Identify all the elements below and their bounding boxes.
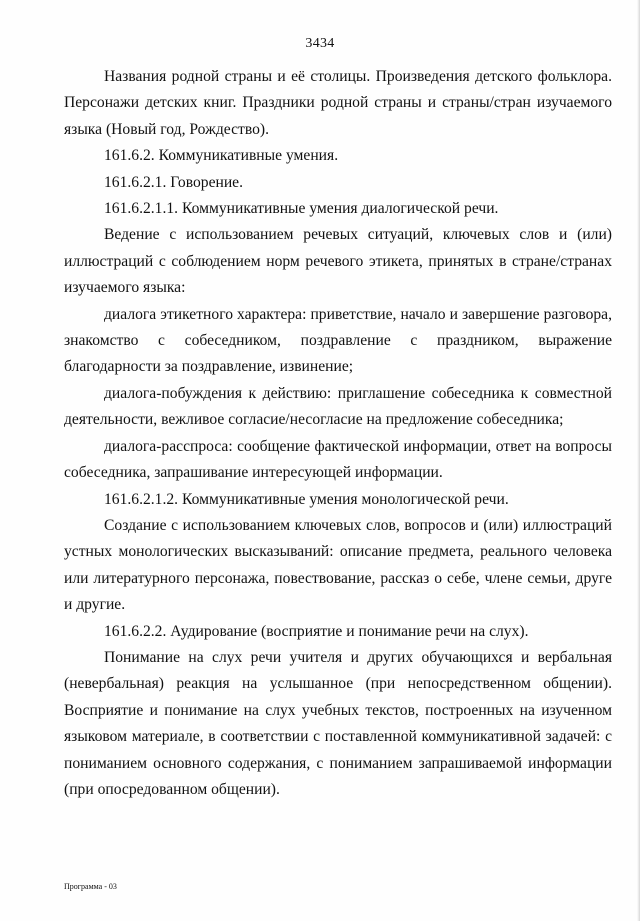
paragraph-incentive-dialog: диалога-побуждения к действию: приглашение собеседника к совместной деятельности, вежливое согласие/несогласие на предложение собеседника; (64, 384, 612, 429)
heading-speaking: 161.6.2.1. Говорение. (104, 173, 243, 191)
document-body (64, 64, 612, 803)
paragraph-inquiry-dialog: диалога-расспроса: сообщение фактической информации, ответ на вопросы собеседника, запрашивание интересующей информации. (64, 437, 612, 482)
heading-monologic-speech: 161.6.2.1.2. Коммуникативные умения монологической речи. (104, 490, 509, 508)
paragraph-etiquette-dialog: диалога этикетного характера: приветствие, начало и завершение разговора, знакомство с собеседником, поздравление с праздником, выражение благодарности за поздравление, извинение; (64, 305, 612, 376)
heading-communicative-skills: 161.6.2. Коммуникативные умения. (104, 147, 339, 165)
paragraph-dialog-conduct: Ведение с использованием речевых ситуаций, ключевых слов и (или) иллюстраций с соблюдением норм речевого этикета, принятых в стране/странах изучаемого языка: (64, 226, 612, 297)
paragraph-culture-topics: Названия родной страны и её столицы. Произведения детского фольклора. Персонажи детских книг. Праздники родной страны и страны/стран изучаемого языка (Новый год, Рождество). (64, 68, 612, 138)
footer-note: Программа - 03 (64, 882, 117, 891)
page-number: 3434 (305, 36, 335, 51)
paragraph-monologue-creation: Создание с использованием ключевых слов, вопросов и (или) иллюстраций устных монологических высказываний: описание предмета, реального человека или литературного персонажа, повествование, рассказ о себе, члене семьи, друге и другие. (64, 516, 612, 614)
heading-listening: 161.6.2.2. Аудирование (восприятие и понимание речи на слух). (104, 622, 529, 640)
paragraph-listening-comprehension: Понимание на слух речи учителя и других обучающихся и вербальная (невербальная) реакция на услышанное (при непосредственном общении). Восприятие и понимание на слух учебных текстов, построенных на изученном языковом материале, в соответствии с поставленной коммуникативной задачей: с пониманием основного содержания, с пониманием запрашиваемой информации (при опосредованном общении). (64, 648, 612, 798)
heading-dialogic-speech: 161.6.2.1.1. Коммуникативные умения диалогической речи. (104, 200, 499, 218)
